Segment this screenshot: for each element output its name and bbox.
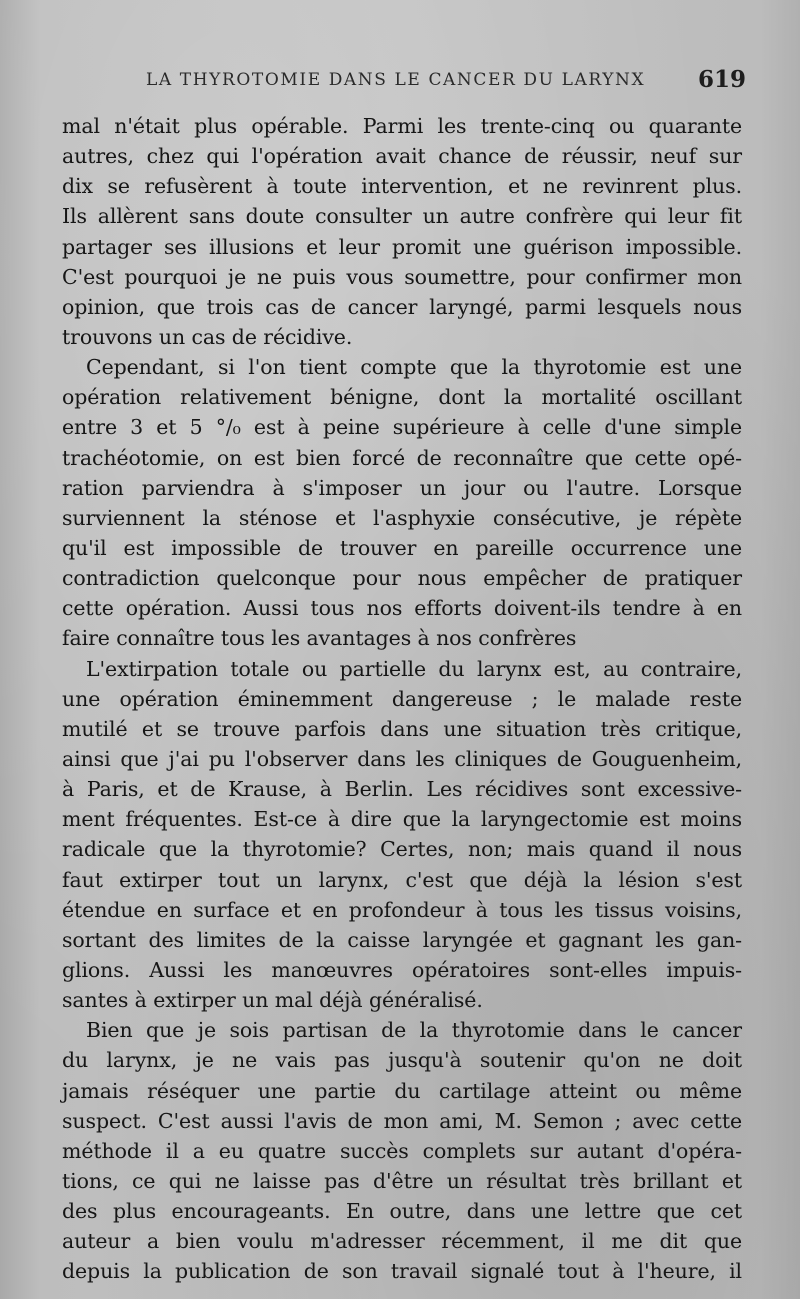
paragraph-start-line: Cependant, si l'on tient compte que la thyrotomie est une (86, 355, 742, 380)
text-line: une opération éminemment dangereuse ; le malade reste (62, 686, 742, 711)
text-line: C'est pourquoi je ne puis vous soumettre, pour confirmer mon (62, 264, 742, 289)
text-line: entre 3 et 5 °/₀ est à peine supérieure à celle d'une simple (62, 415, 742, 440)
text-line: dix se refusèrent à toute intervention, et ne revinrent plus. (62, 174, 742, 199)
text-line: contradiction quelconque pour nous empêcher de pratiquer (62, 566, 742, 591)
text-line: cette opération. Aussi tous nos efforts doivent-ils tendre à en (62, 596, 742, 621)
text-line: ainsi que j'ai pu l'observer dans les cliniques de Gouguenheim, (62, 746, 742, 771)
text-line: à Paris, et de Krause, à Berlin. Les récidives sont excessive- (62, 777, 742, 802)
text-line: radicale que la thyrotomie? Certes, non; mais quand il nous (62, 837, 742, 862)
paragraph-start-line: Bien que je sois partisan de la thyrotomie dans le cancer (86, 1018, 742, 1043)
text-line: Ils allèrent sans doute consulter un autre confrère qui leur fit (62, 204, 742, 229)
text-line: ration parviendra à s'imposer un jour ou l'autre. Lorsque (62, 475, 742, 500)
paragraph-start-line: L'extirpation totale ou partielle du larynx est, au contraire, (86, 656, 742, 681)
text-line: mutilé et se trouve parfois dans une situation très critique, (62, 716, 742, 741)
text-line: faut extirper tout un larynx, c'est que déjà la lésion s'est (62, 867, 742, 892)
text-line: opération relativement bénigne, dont la mortalité oscillant (62, 385, 742, 410)
paragraph-end-line: faire connaître tous les avantages à nos confrères (62, 626, 577, 651)
text-line: trachéotomie, on est bien forcé de reconnaître que cette opé- (62, 445, 742, 470)
text-line: glions. Aussi les manœuvres opératoires sont-elles impuis- (62, 957, 742, 982)
text-line: jamais réséquer une partie du cartilage atteint ou même (62, 1078, 742, 1103)
text-line: du larynx, je ne vais pas jusqu'à soutenir qu'on ne doit (62, 1048, 742, 1073)
text-line: autres, chez qui l'opération avait chance de réussir, neuf sur (62, 144, 742, 169)
page-number: 619 (697, 66, 746, 93)
running-title: LA THYROTOMIE DANS LE CANCER DU LARYNX (146, 70, 646, 90)
text-line: opinion, que trois cas de cancer laryngé, parmi lesquels nous (62, 294, 742, 319)
text-line: sortant des limites de la caisse laryngée et gagnant les gan- (62, 927, 742, 952)
paragraph-end-line: santes à extirper un mal déjà généralisé. (62, 988, 483, 1013)
text-line: ment fréquentes. Est-ce à dire que la laryngectomie est moins (62, 807, 742, 832)
body-text (62, 111, 742, 1286)
text-line: qu'il est impossible de trouver en pareille occurrence une (62, 535, 742, 560)
text-line: méthode il a eu quatre succès complets sur autant d'opéra- (62, 1138, 742, 1163)
text-line: étendue en surface et en profondeur à tous les tissus voisins, (62, 897, 742, 922)
paragraph-end-line: trouvons un cas de récidive. (62, 324, 353, 349)
text-line: suspect. C'est aussi l'avis de mon ami, M. Semon ; avec cette (62, 1108, 742, 1133)
text-line: auteur a bien voulu m'adresser récemment, il me dit que (62, 1229, 742, 1254)
text-line: partager ses illusions et leur promit une guérison impossible. (62, 234, 742, 259)
text-line: mal n'était plus opérable. Parmi les trente-cinq ou quarante (62, 114, 742, 138)
text-line: surviennent la sténose et l'asphyxie consécutive, je répète (62, 505, 742, 530)
text-line: depuis la publication de son travail signalé tout à l'heure, il (62, 1259, 742, 1284)
text-line: tions, ce qui ne laisse pas d'être un résultat très brillant et (62, 1168, 742, 1193)
text-line: des plus encourageants. En outre, dans une lettre que cet (62, 1199, 742, 1224)
running-header (62, 64, 746, 98)
